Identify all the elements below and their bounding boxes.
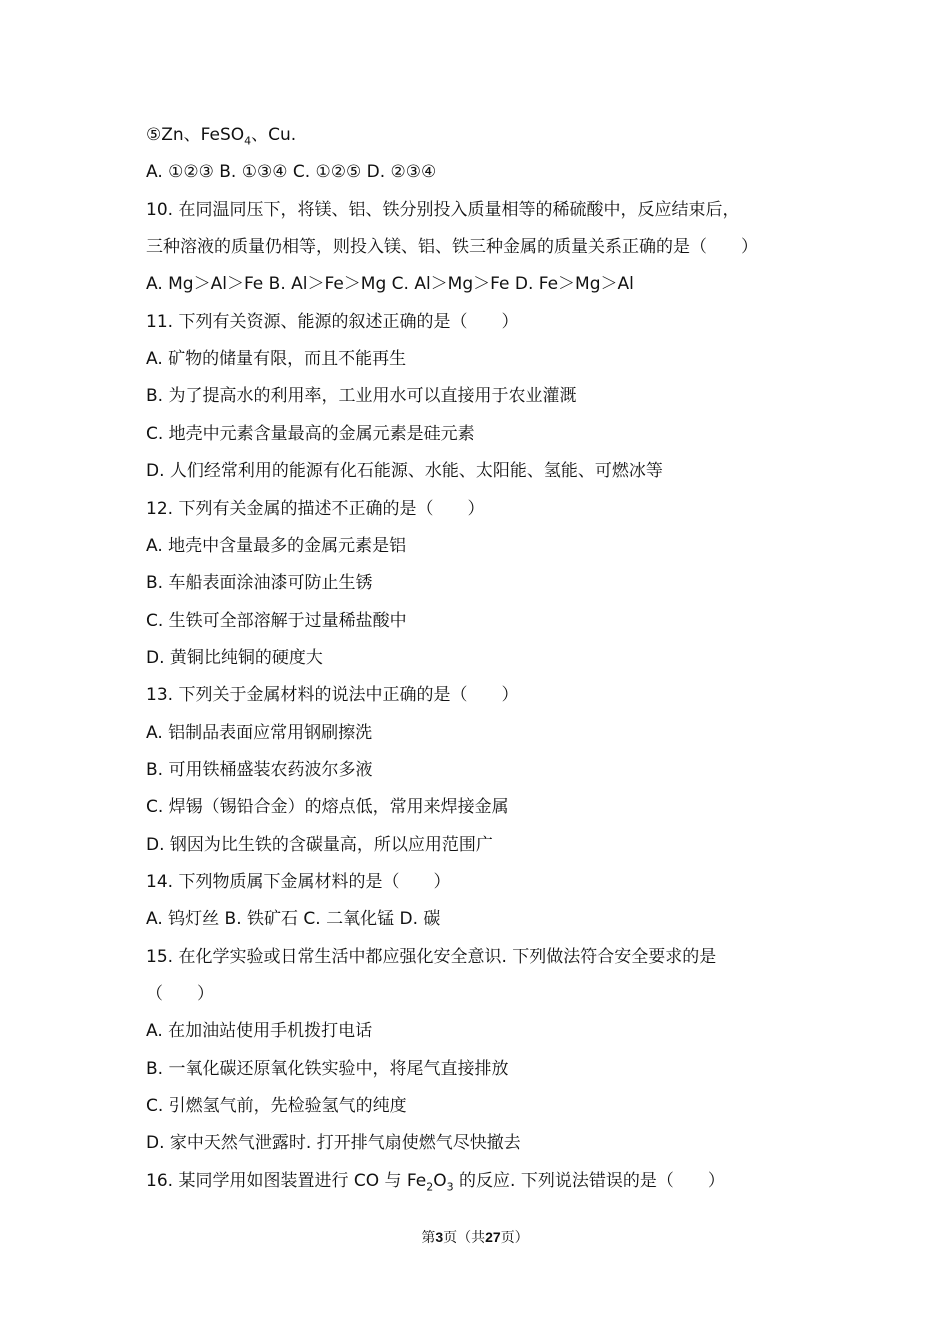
text-line: 15. 在化学实验或日常生活中都应强化安全意识. 下列做法符合安全要求的是 <box>146 947 717 967</box>
subscript: 3 <box>446 1180 454 1194</box>
text-line: C. 引燃氢气前，先检验氢气的纯度 <box>146 1096 407 1116</box>
text-line: B. 车船表面涂油漆可防止生锈 <box>146 573 373 593</box>
text-line: D. 人们经常利用的能源有化石能源、水能、太阳能、氢能、可燃冰等 <box>146 461 663 481</box>
text-line: D. 家中天然气泄露时. 打开排气扇使燃气尽快撤去 <box>146 1133 521 1153</box>
text-line: C. 地壳中元素含量最高的金属元素是硅元素 <box>146 424 475 444</box>
footer-suffix: 页） <box>500 1230 529 1246</box>
page-footer <box>0 1228 950 1247</box>
text-line: C. 焊锡（锡铅合金）的熔点低，常用来焊接金属 <box>146 797 509 817</box>
text-line: A. 铝制品表面应常用钢刷擦洗 <box>146 723 373 743</box>
text-line: 三种溶液的质量仍相等，则投入镁、铝、铁三种金属的质量关系正确的是（ ） <box>146 237 758 257</box>
text-line: 13. 下列关于金属材料的说法中正确的是（ ） <box>146 685 519 705</box>
text-line: 10. 在同温同压下，将镁、铝、铁分别投入质量相等的稀硫酸中，反应结束后， <box>146 200 740 220</box>
text-line: A. ①②③ B. ①③④ C. ①②⑤ D. ②③④ <box>146 162 437 182</box>
text-line: （ ） <box>146 984 214 1004</box>
footer-page-number: 3 <box>435 1229 444 1245</box>
text-line: C. 生铁可全部溶解于过量稀盐酸中 <box>146 611 407 631</box>
text-line: A. 地壳中含量最多的金属元素是铝 <box>146 536 407 556</box>
text-line: 12. 下列有关金属的描述不正确的是（ ） <box>146 499 485 519</box>
subscript: 2 <box>426 1180 434 1194</box>
subscript: 4 <box>244 134 252 148</box>
text-line: A. 钨灯丝 B. 铁矿石 C. 二氧化锰 D. 碳 <box>146 909 441 929</box>
text-line: A. 在加油站使用手机拨打电话 <box>146 1021 373 1041</box>
footer-middle: 页（共 <box>443 1230 486 1246</box>
text-line: D. 黄铜比纯铜的硬度大 <box>146 648 323 668</box>
text-line: A. 矿物的储量有限，而且不能再生 <box>146 349 407 369</box>
text-line: 16. 某同学用如图装置进行 CO 与 $Fe_2O_3$ 的反应. 下列说法错误的是（ ） <box>146 1171 725 1194</box>
text-line: ⑤Zn、FeSO$_4$、Cu. <box>146 125 297 148</box>
text-line: A. Mg＞Al＞Fe B. Al＞Fe＞Mg C. Al＞Mg＞Fe D. Fe＞Mg＞Al <box>146 274 634 294</box>
footer-total-pages: 27 <box>485 1229 501 1245</box>
text-line: 14. 下列物质属下金属材料的是（ ） <box>146 872 451 892</box>
text-line: B. 为了提高水的利用率，工业用水可以直接用于农业灌溉 <box>146 386 577 406</box>
text-line: B. 可用铁桶盛装农药波尔多液 <box>146 760 373 780</box>
footer-prefix: 第 <box>421 1230 436 1246</box>
text-line: D. 钢因为比生铁的含碳量高，所以应用范围广 <box>146 835 493 855</box>
text-line: B. 一氧化碳还原氧化铁实验中，将尾气直接排放 <box>146 1059 509 1079</box>
text-line: 11. 下列有关资源、能源的叙述正确的是（ ） <box>146 312 519 332</box>
